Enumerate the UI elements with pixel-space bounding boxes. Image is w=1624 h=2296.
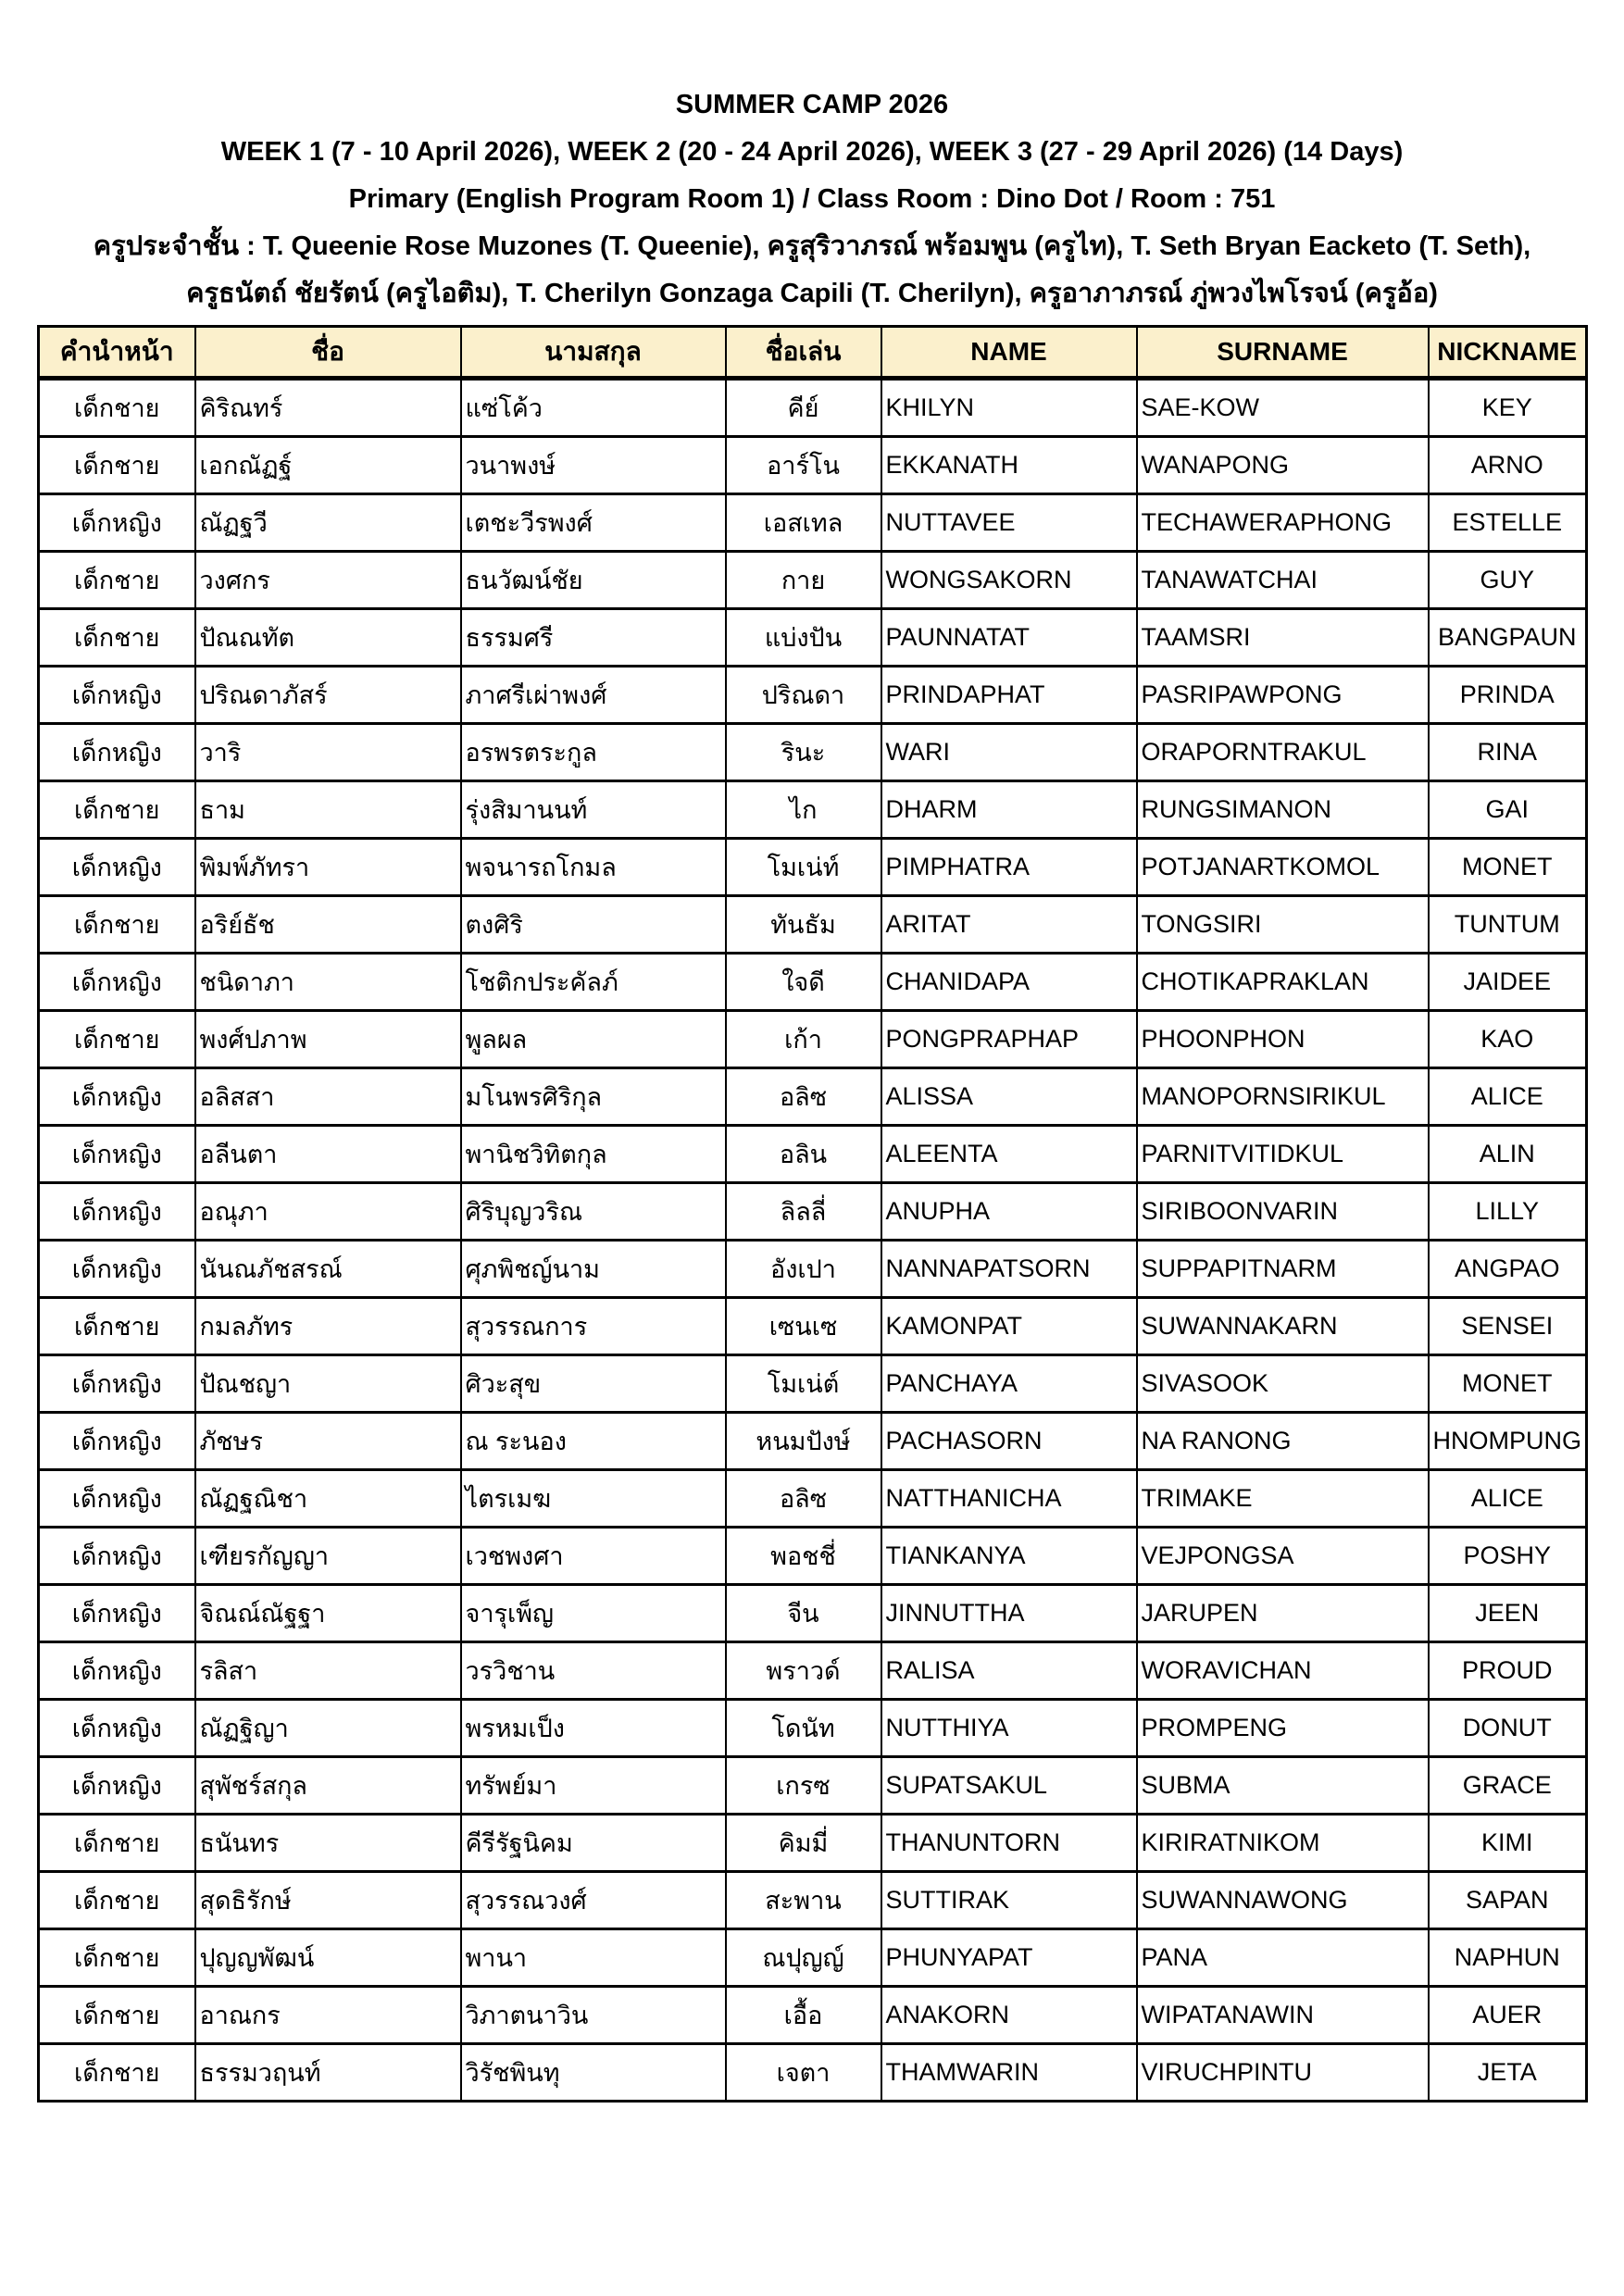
- cell-thai-first-name: พิมพ์ภัทรา: [195, 839, 461, 896]
- cell-prefix: เด็กหญิง: [39, 1241, 195, 1298]
- cell-nickname: ALICE: [1429, 1470, 1587, 1528]
- cell-nickname: KEY: [1429, 379, 1587, 437]
- cell-prefix: เด็กชาย: [39, 1929, 195, 1987]
- cell-prefix: เด็กชาย: [39, 781, 195, 839]
- table-row: [39, 1298, 1587, 1355]
- cell-surname: SUWANNAWONG: [1137, 1872, 1429, 1929]
- cell-thai-nickname: โมเน่ท์: [726, 839, 881, 896]
- cell-thai-nickname: เซนเซ: [726, 1298, 881, 1355]
- cell-thai-surname: แซ่โค้ว: [461, 379, 726, 437]
- cell-thai-nickname: เกรซ: [726, 1757, 881, 1815]
- table-row: [39, 1355, 1587, 1413]
- cell-thai-first-name: เฑียรกัญญา: [195, 1528, 461, 1585]
- cell-surname: PARNITVITIDKUL: [1137, 1126, 1429, 1183]
- cell-name: PAUNNATAT: [881, 609, 1137, 667]
- cell-thai-nickname: อังเปา: [726, 1241, 881, 1298]
- cell-thai-surname: รุ่งสิมานนท์: [461, 781, 726, 839]
- cell-name: NUTTAVEE: [881, 494, 1137, 552]
- cell-surname: VEJPONGSA: [1137, 1528, 1429, 1585]
- cell-surname: WANAPONG: [1137, 437, 1429, 494]
- cell-prefix: เด็กชาย: [39, 379, 195, 437]
- table-row: [39, 1241, 1587, 1298]
- cell-thai-first-name: นันณภัชสรณ์: [195, 1241, 461, 1298]
- cell-thai-first-name: ธนันทร: [195, 1815, 461, 1872]
- table-row: [39, 1929, 1587, 1987]
- cell-name: NUTTHIYA: [881, 1700, 1137, 1757]
- cell-thai-surname: ทรัพย์มา: [461, 1757, 726, 1815]
- cell-thai-surname: จารุเพ็ญ: [461, 1585, 726, 1642]
- cell-thai-nickname: อลิซ: [726, 1068, 881, 1126]
- cell-thai-first-name: ณัฏฐณิชา: [195, 1470, 461, 1528]
- cell-surname: VIRUCHPINTU: [1137, 2044, 1429, 2102]
- cell-thai-surname: พจนารถโกมล: [461, 839, 726, 896]
- cell-nickname: ANGPAO: [1429, 1241, 1587, 1298]
- cell-nickname: ARNO: [1429, 437, 1587, 494]
- cell-nickname: JEEN: [1429, 1585, 1587, 1642]
- cell-name: PONGPRAPHAP: [881, 1011, 1137, 1068]
- cell-thai-surname: ธนวัฒน์ชัย: [461, 552, 726, 609]
- cell-surname: PASRIPAWPONG: [1137, 667, 1429, 724]
- table-row: [39, 1068, 1587, 1126]
- cell-nickname: MONET: [1429, 1355, 1587, 1413]
- cell-prefix: เด็กชาย: [39, 1011, 195, 1068]
- cell-thai-nickname: เอสเทล: [726, 494, 881, 552]
- cell-prefix: เด็กหญิง: [39, 954, 195, 1011]
- table-row: [39, 954, 1587, 1011]
- cell-thai-nickname: สะพาน: [726, 1872, 881, 1929]
- cell-nickname: KAO: [1429, 1011, 1587, 1068]
- cell-thai-surname: อรพรตระกูล: [461, 724, 726, 781]
- cell-name: PHUNYAPAT: [881, 1929, 1137, 1987]
- cell-thai-surname: มโนพรศิริกุล: [461, 1068, 726, 1126]
- cell-thai-first-name: อาณกร: [195, 1987, 461, 2044]
- cell-nickname: GUY: [1429, 552, 1587, 609]
- cell-thai-surname: คีรีรัฐนิคม: [461, 1815, 726, 1872]
- cell-thai-nickname: กาย: [726, 552, 881, 609]
- cell-thai-first-name: ณัฏฐิญา: [195, 1700, 461, 1757]
- table-row: [39, 1470, 1587, 1528]
- cell-thai-surname: เตชะวีรพงศ์: [461, 494, 726, 552]
- cell-thai-first-name: อณุภา: [195, 1183, 461, 1241]
- column-header-thai-surname: นามสกุล: [461, 327, 726, 379]
- cell-surname: ORAPORNTRAKUL: [1137, 724, 1429, 781]
- table-row: [39, 1815, 1587, 1872]
- cell-name: ALISSA: [881, 1068, 1137, 1126]
- cell-thai-first-name: ภัชษร: [195, 1413, 461, 1470]
- table-row: [39, 2044, 1587, 2102]
- cell-thai-surname: พูลผล: [461, 1011, 726, 1068]
- cell-name: NATTHANICHA: [881, 1470, 1137, 1528]
- cell-prefix: เด็กชาย: [39, 609, 195, 667]
- table-row: [39, 1585, 1587, 1642]
- document-header: [0, 0, 1624, 318]
- cell-nickname: LILLY: [1429, 1183, 1587, 1241]
- cell-name: ANUPHA: [881, 1183, 1137, 1241]
- cell-nickname: KIMI: [1429, 1815, 1587, 1872]
- cell-thai-first-name: กมลภัทร: [195, 1298, 461, 1355]
- cell-thai-surname: เวชพงศา: [461, 1528, 726, 1585]
- table-row: [39, 1011, 1587, 1068]
- cell-surname: TECHAWERAPHONG: [1137, 494, 1429, 552]
- cell-nickname: BANGPAUN: [1429, 609, 1587, 667]
- cell-thai-nickname: ใจดี: [726, 954, 881, 1011]
- cell-nickname: HNOMPUNG: [1429, 1413, 1587, 1470]
- cell-prefix: เด็กหญิง: [39, 1126, 195, 1183]
- cell-prefix: เด็กหญิง: [39, 1528, 195, 1585]
- cell-surname: SIVASOOK: [1137, 1355, 1429, 1413]
- weeks-subtitle: WEEK 1 (7 - 10 April 2026), WEEK 2 (20 - 24 April 2026), WEEK 3 (27 - 29 April 2026) (14 Days): [220, 137, 1404, 167]
- column-header-prefix: คำนำหน้า: [39, 327, 195, 379]
- cell-thai-first-name: อลิสสา: [195, 1068, 461, 1126]
- cell-prefix: เด็กหญิง: [39, 1642, 195, 1700]
- cell-thai-surname: โชติกประคัลภ์: [461, 954, 726, 1011]
- cell-name: DHARM: [881, 781, 1137, 839]
- cell-thai-nickname: จีน: [726, 1585, 881, 1642]
- column-header-nickname: NICKNAME: [1429, 327, 1587, 379]
- cell-prefix: เด็กหญิง: [39, 494, 195, 552]
- cell-name: SUTTIRAK: [881, 1872, 1137, 1929]
- cell-thai-nickname: ลิลลี่: [726, 1183, 881, 1241]
- cell-thai-surname: ตงศิริ: [461, 896, 726, 954]
- cell-surname: MANOPORNSIRIKUL: [1137, 1068, 1429, 1126]
- cell-thai-first-name: รลิสา: [195, 1642, 461, 1700]
- cell-name: SUPATSAKUL: [881, 1757, 1137, 1815]
- cell-surname: POTJANARTKOMOL: [1137, 839, 1429, 896]
- cell-thai-nickname: คีย์: [726, 379, 881, 437]
- cell-surname: RUNGSIMANON: [1137, 781, 1429, 839]
- cell-name: WARI: [881, 724, 1137, 781]
- cell-thai-nickname: ทันธัม: [726, 896, 881, 954]
- cell-prefix: เด็กหญิง: [39, 1183, 195, 1241]
- cell-surname: TONGSIRI: [1137, 896, 1429, 954]
- cell-nickname: DONUT: [1429, 1700, 1587, 1757]
- cell-thai-nickname: ปริณดา: [726, 667, 881, 724]
- cell-name: KHILYN: [881, 379, 1137, 437]
- column-header-thai-nickname: ชื่อเล่น: [726, 327, 881, 379]
- cell-thai-surname: ณ ระนอง: [461, 1413, 726, 1470]
- cell-thai-nickname: เจตา: [726, 2044, 881, 2102]
- cell-thai-first-name: ณัฏฐวี: [195, 494, 461, 552]
- cell-prefix: เด็กชาย: [39, 896, 195, 954]
- cell-name: PACHASORN: [881, 1413, 1137, 1470]
- cell-thai-first-name: วาริ: [195, 724, 461, 781]
- cell-nickname: GAI: [1429, 781, 1587, 839]
- cell-surname: JARUPEN: [1137, 1585, 1429, 1642]
- cell-prefix: เด็กหญิง: [39, 1700, 195, 1757]
- cell-surname: WIPATANAWIN: [1137, 1987, 1429, 2044]
- table-row: [39, 609, 1587, 667]
- table-row: [39, 896, 1587, 954]
- cell-surname: PANA: [1137, 1929, 1429, 1987]
- cell-name: RALISA: [881, 1642, 1137, 1700]
- cell-thai-surname: พรหมเป็ง: [461, 1700, 726, 1757]
- teachers-line-2: ครูธนัตถ์ ชัยรัตน์ (ครูไอติม), T. Cherilyn Gonzaga Capili (T. Cherilyn), ครูอาภาภรณ์ ภู่พวงไพโรจน์ (ครูอ้อ): [186, 279, 1438, 308]
- column-header-surname: SURNAME: [1137, 327, 1429, 379]
- table-row: [39, 839, 1587, 896]
- table-row: [39, 1413, 1587, 1470]
- cell-thai-first-name: ธรรมวฤนท์: [195, 2044, 461, 2102]
- cell-prefix: เด็กชาย: [39, 552, 195, 609]
- cell-prefix: เด็กหญิง: [39, 667, 195, 724]
- cell-surname: NA RANONG: [1137, 1413, 1429, 1470]
- table-row: [39, 1642, 1587, 1700]
- cell-thai-surname: พานิชวิทิตกุล: [461, 1126, 726, 1183]
- cell-thai-first-name: ปุญญพัฒน์: [195, 1929, 461, 1987]
- cell-thai-first-name: คิริณทร์: [195, 379, 461, 437]
- cell-thai-surname: วนาพงษ์: [461, 437, 726, 494]
- cell-surname: CHOTIKAPRAKLAN: [1137, 954, 1429, 1011]
- teachers-line-1: ครูประจำชั้น : T. Queenie Rose Muzones (T. Queenie), ครูสุริวาภรณ์ พร้อมพูน (ครูไท), T. Seth Bryan Eacketo (T. Seth),: [93, 231, 1531, 261]
- table-row: [39, 724, 1587, 781]
- cell-thai-nickname: หนมปังษ์: [726, 1413, 881, 1470]
- cell-nickname: ALICE: [1429, 1068, 1587, 1126]
- cell-nickname: JETA: [1429, 2044, 1587, 2102]
- cell-thai-first-name: ปัณชญา: [195, 1355, 461, 1413]
- cell-thai-first-name: เอกณัฏฐ์: [195, 437, 461, 494]
- cell-nickname: JAIDEE: [1429, 954, 1587, 1011]
- camp-title: SUMMER CAMP 2026: [675, 90, 949, 119]
- cell-surname: KIRIRATNIKOM: [1137, 1815, 1429, 1872]
- table-row: [39, 1872, 1587, 1929]
- cell-name: CHANIDAPA: [881, 954, 1137, 1011]
- cell-thai-surname: ไตรเมฆ: [461, 1470, 726, 1528]
- cell-thai-first-name: สุพัชร์สกุล: [195, 1757, 461, 1815]
- cell-name: PRINDAPHAT: [881, 667, 1137, 724]
- cell-prefix: เด็กหญิง: [39, 1757, 195, 1815]
- cell-nickname: PROUD: [1429, 1642, 1587, 1700]
- cell-name: THAMWARIN: [881, 2044, 1137, 2102]
- table-row: [39, 667, 1587, 724]
- cell-name: ARITAT: [881, 896, 1137, 954]
- cell-name: PIMPHATRA: [881, 839, 1137, 896]
- cell-name: NANNAPATSORN: [881, 1241, 1137, 1298]
- cell-thai-surname: ศิริบุญวริณ: [461, 1183, 726, 1241]
- cell-nickname: PRINDA: [1429, 667, 1587, 724]
- cell-name: THANUNTORN: [881, 1815, 1137, 1872]
- cell-surname: SUWANNAKARN: [1137, 1298, 1429, 1355]
- cell-nickname: SENSEI: [1429, 1298, 1587, 1355]
- cell-prefix: เด็กชาย: [39, 1872, 195, 1929]
- cell-name: EKKANATH: [881, 437, 1137, 494]
- cell-prefix: เด็กหญิง: [39, 1068, 195, 1126]
- cell-thai-surname: วรวิชาน: [461, 1642, 726, 1700]
- cell-name: WONGSAKORN: [881, 552, 1137, 609]
- cell-prefix: เด็กหญิง: [39, 839, 195, 896]
- table-row: [39, 1700, 1587, 1757]
- cell-thai-first-name: อริย์ธัช: [195, 896, 461, 954]
- table-row: [39, 1987, 1587, 2044]
- cell-thai-surname: ภาศรีเผ่าพงศ์: [461, 667, 726, 724]
- table-row: [39, 1528, 1587, 1585]
- cell-thai-first-name: ธาม: [195, 781, 461, 839]
- cell-thai-surname: วิภาตนาวิน: [461, 1987, 726, 2044]
- students-table: [37, 325, 1588, 2103]
- cell-thai-first-name: อลีนตา: [195, 1126, 461, 1183]
- room-subtitle: Primary (English Program Room 1) / Class Room : Dino Dot / Room : 751: [348, 184, 1276, 214]
- cell-thai-first-name: วงศกร: [195, 552, 461, 609]
- cell-surname: PROMPENG: [1137, 1700, 1429, 1757]
- cell-surname: SAE-KOW: [1137, 379, 1429, 437]
- cell-thai-nickname: อาร์โน: [726, 437, 881, 494]
- cell-thai-nickname: ไก: [726, 781, 881, 839]
- cell-prefix: เด็กชาย: [39, 2044, 195, 2102]
- cell-thai-first-name: พงศ์ปภาพ: [195, 1011, 461, 1068]
- cell-thai-nickname: เอื้อ: [726, 1987, 881, 2044]
- cell-thai-surname: ศุภพิชญ์นาม: [461, 1241, 726, 1298]
- table-row: [39, 1126, 1587, 1183]
- cell-nickname: MONET: [1429, 839, 1587, 896]
- cell-prefix: เด็กหญิง: [39, 1470, 195, 1528]
- cell-prefix: เด็กหญิง: [39, 724, 195, 781]
- cell-thai-nickname: พราวด์: [726, 1642, 881, 1700]
- cell-thai-nickname: เก้า: [726, 1011, 881, 1068]
- cell-thai-nickname: อลิน: [726, 1126, 881, 1183]
- cell-surname: TRIMAKE: [1137, 1470, 1429, 1528]
- cell-prefix: เด็กชาย: [39, 1987, 195, 2044]
- cell-name: JINNUTTHA: [881, 1585, 1137, 1642]
- cell-thai-nickname: รินะ: [726, 724, 881, 781]
- cell-prefix: เด็กชาย: [39, 437, 195, 494]
- cell-thai-surname: ศิวะสุข: [461, 1355, 726, 1413]
- cell-surname: WORAVICHAN: [1137, 1642, 1429, 1700]
- cell-nickname: SAPAN: [1429, 1872, 1587, 1929]
- cell-thai-nickname: พอชชี่: [726, 1528, 881, 1585]
- cell-thai-nickname: ณปุญญ์: [726, 1929, 881, 1987]
- cell-nickname: NAPHUN: [1429, 1929, 1587, 1987]
- cell-prefix: เด็กชาย: [39, 1815, 195, 1872]
- table-row: [39, 1183, 1587, 1241]
- cell-prefix: เด็กชาย: [39, 1298, 195, 1355]
- cell-thai-nickname: โดนัท: [726, 1700, 881, 1757]
- cell-prefix: เด็กหญิง: [39, 1413, 195, 1470]
- cell-surname: TANAWATCHAI: [1137, 552, 1429, 609]
- cell-nickname: POSHY: [1429, 1528, 1587, 1585]
- cell-thai-first-name: ปริณดาภัสร์: [195, 667, 461, 724]
- cell-thai-surname: วิรัชพินทุ: [461, 2044, 726, 2102]
- cell-thai-first-name: ปัณณทัต: [195, 609, 461, 667]
- cell-thai-first-name: ชนิดาภา: [195, 954, 461, 1011]
- column-header-thai-first-name: ชื่อ: [195, 327, 461, 379]
- cell-thai-nickname: อลิซ: [726, 1470, 881, 1528]
- cell-surname: SIRIBOONVARIN: [1137, 1183, 1429, 1241]
- cell-thai-nickname: คิมมี่: [726, 1815, 881, 1872]
- table-row: [39, 494, 1587, 552]
- cell-nickname: AUER: [1429, 1987, 1587, 2044]
- cell-surname: SUPPAPITNARM: [1137, 1241, 1429, 1298]
- cell-thai-first-name: สุดธิรักษ์: [195, 1872, 461, 1929]
- cell-surname: TAAMSRI: [1137, 609, 1429, 667]
- cell-name: KAMONPAT: [881, 1298, 1137, 1355]
- cell-nickname: TUNTUM: [1429, 896, 1587, 954]
- cell-name: PANCHAYA: [881, 1355, 1137, 1413]
- cell-nickname: RINA: [1429, 724, 1587, 781]
- cell-name: ANAKORN: [881, 1987, 1137, 2044]
- column-header-name: NAME: [881, 327, 1137, 379]
- table-row: [39, 1757, 1587, 1815]
- cell-thai-surname: สุวรรณวงศ์: [461, 1872, 726, 1929]
- cell-name: TIANKANYA: [881, 1528, 1137, 1585]
- cell-nickname: ALIN: [1429, 1126, 1587, 1183]
- cell-prefix: เด็กหญิง: [39, 1355, 195, 1413]
- cell-thai-nickname: โมเน่ต์: [726, 1355, 881, 1413]
- cell-name: ALEENTA: [881, 1126, 1137, 1183]
- cell-thai-surname: ธรรมศรี: [461, 609, 726, 667]
- cell-surname: SUBMA: [1137, 1757, 1429, 1815]
- header-row: [39, 327, 1587, 379]
- cell-nickname: GRACE: [1429, 1757, 1587, 1815]
- cell-prefix: เด็กหญิง: [39, 1585, 195, 1642]
- table-row: [39, 379, 1587, 437]
- cell-thai-surname: สุวรรณการ: [461, 1298, 726, 1355]
- cell-surname: PHOONPHON: [1137, 1011, 1429, 1068]
- table-row: [39, 781, 1587, 839]
- cell-nickname: ESTELLE: [1429, 494, 1587, 552]
- table-row: [39, 552, 1587, 609]
- cell-thai-surname: พานา: [461, 1929, 726, 1987]
- table-row: [39, 437, 1587, 494]
- cell-thai-nickname: แบ่งปัน: [726, 609, 881, 667]
- cell-thai-first-name: จิณณ์ณัฐฐา: [195, 1585, 461, 1642]
